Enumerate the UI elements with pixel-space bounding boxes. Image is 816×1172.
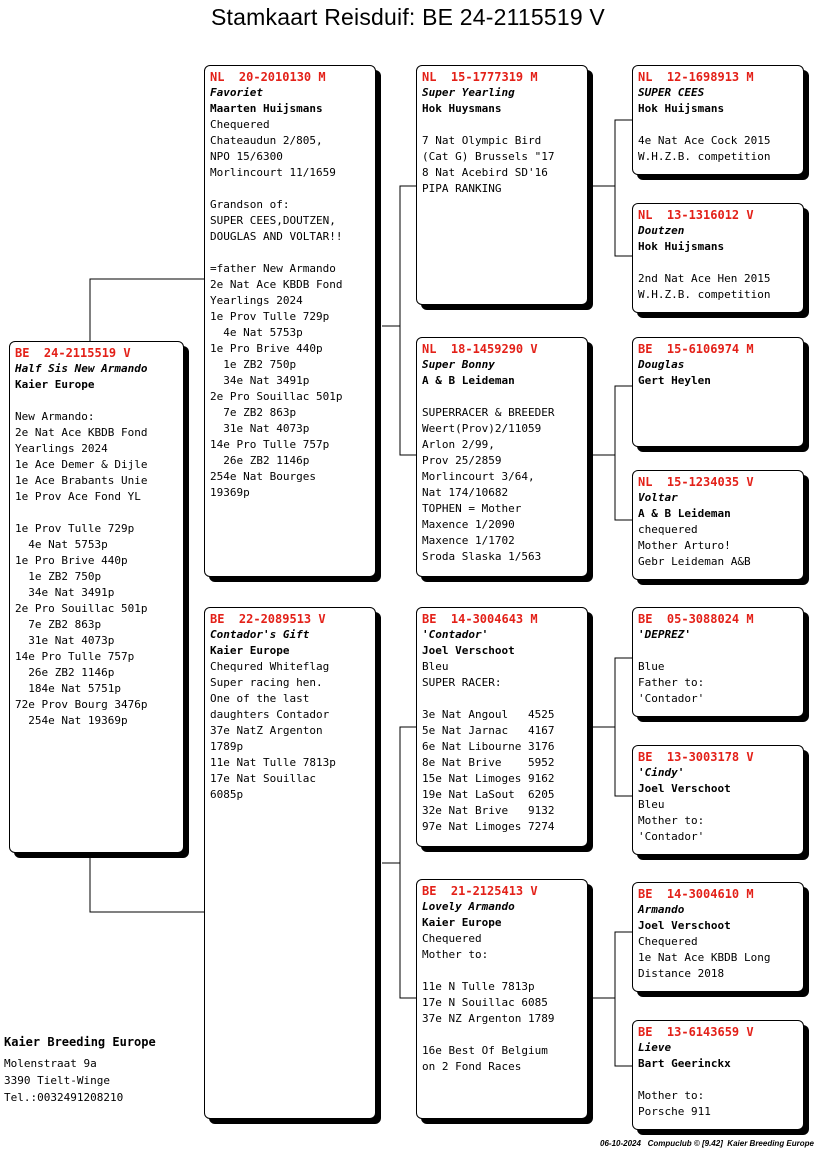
card-text-line: 8e Nat Brive 5952: [422, 756, 555, 769]
card-text-line: NPO 15/6300: [210, 150, 283, 163]
card-text-line: 6e Nat Libourne 3176: [422, 740, 555, 753]
card-text-line: 2e Pro Souillac 501p: [15, 602, 148, 615]
pigeon-card-mmm: [632, 1020, 804, 1130]
pigeon-card-fmf: [632, 337, 804, 447]
card-text-line: 37e NZ Argenton 1789: [422, 1012, 555, 1025]
card-text-line: Mother Arturo!: [638, 539, 731, 552]
card-text-line: W.H.Z.B. competition: [638, 150, 771, 163]
card-text-line: [422, 389, 582, 405]
pigeon-name: Armando: [638, 903, 685, 916]
card-text-line: 2e Pro Souillac 501p: [210, 390, 343, 403]
card-text-line: Grandson of:: [210, 198, 290, 211]
card-text-line: Chequred Whiteflag: [210, 660, 330, 673]
card-text-line: Super racing hen.: [210, 676, 323, 689]
card-text-line: 1e Ace Demer & Dijle: [15, 458, 148, 471]
card-text-line: [210, 245, 370, 261]
card-text-line: Blue: [638, 660, 665, 673]
card-text-line: SUPER RACER:: [422, 676, 502, 689]
card-text-line: 11e N Tulle 7813p: [422, 980, 535, 993]
ring-number: NL 15-1777319 M: [422, 70, 538, 84]
card-text-line: 1e Nat Ace KBDB Long: [638, 951, 771, 964]
card-text-line: 14e Pro Tulle 757p: [210, 438, 330, 451]
breeder-name: Hok Huijsmans: [638, 240, 725, 253]
card-text-line: 'Contador': [638, 692, 705, 705]
card-text-line: Bleu: [638, 798, 665, 811]
pigeon-card-fff: [632, 65, 804, 175]
pigeon-name: Lieve: [638, 1041, 672, 1054]
ring-number: BE 13-6143659 V: [638, 1025, 754, 1039]
card-text-line: 19369p: [210, 486, 250, 499]
pigeon-name: 'Cindy': [638, 766, 685, 779]
connector-mf-mff: [590, 658, 632, 727]
connector-subject-father: [90, 279, 204, 341]
pigeon-name: Super Yearling: [422, 86, 515, 99]
breeder-name: Gert Heylen: [638, 374, 711, 387]
ring-number: BE 05-3088024 M: [638, 612, 754, 626]
card-text-line: 1e Ace Brabants Unie: [15, 474, 148, 487]
ring-number: BE 13-3003178 V: [638, 750, 754, 764]
card-text-line: 14e Pro Tulle 757p: [15, 650, 135, 663]
card-text-line: Mother to:: [422, 948, 489, 961]
card-text-line: Arlon 2/99,: [422, 438, 495, 451]
card-text-line: PIPA RANKING: [422, 182, 502, 195]
card-text-line: [15, 505, 178, 521]
card-text-line: 1e ZB2 750p: [15, 570, 102, 583]
card-text-line: New Armando:: [15, 410, 95, 423]
card-text-line: 97e Nat Limoges 7274: [422, 820, 555, 833]
card-text-line: Mother to:: [638, 1089, 705, 1102]
ring-number: BE 14-3004610 M: [638, 887, 754, 901]
connector-father-ff: [382, 186, 416, 326]
card-text-line: SUPERRACER & BREEDER: [422, 406, 555, 419]
connector-mm-mmm: [615, 998, 632, 1066]
card-text-line: Distance 2018: [638, 967, 725, 980]
ring-number: NL 18-1459290 V: [422, 342, 538, 356]
breeder-name: Kaier Europe: [422, 916, 502, 929]
card-text-line: 26e ZB2 1146p: [15, 666, 115, 679]
card-text-line: 'Contador': [638, 830, 705, 843]
breeder-name: Hok Huysmans: [422, 102, 502, 115]
card-text-line: 19e Nat LaSout 6205: [422, 788, 555, 801]
card-text-line: [15, 393, 178, 409]
pigeon-name: Contador's Gift: [210, 628, 310, 641]
card-text-line: 254e Nat Bourges: [210, 470, 316, 483]
owner-info: [4, 1034, 156, 1106]
card-text-line: Yearlings 2024: [15, 442, 108, 455]
card-text-line: SUPER CEES,DOUTZEN,: [210, 214, 336, 227]
card-text-line: Maxence 1/1702: [422, 534, 515, 547]
connector-mother-mf: [382, 727, 416, 863]
pigeon-name: 'DEPREZ': [638, 628, 691, 641]
card-text-line: Chequered: [210, 118, 270, 131]
card-text-line: 254e Nat 19369p: [15, 714, 128, 727]
card-text-line: 5e Nat Jarnac 4167: [422, 724, 555, 737]
pigeon-name: Super Bonny: [422, 358, 495, 371]
breeder-name: Kaier Europe: [15, 378, 95, 391]
breeder-name: A & B Leideman: [638, 507, 731, 520]
card-text-line: Nat 174/10682: [422, 486, 509, 499]
card-text-line: 17e N Souillac 6085: [422, 996, 548, 1009]
breeder-name: Joel Verschoot: [422, 644, 515, 657]
pigeon-name: Favoriet: [210, 86, 263, 99]
pigeon-name: 'Contador': [422, 628, 489, 641]
ring-number: BE 22-2089513 V: [210, 612, 326, 626]
connector-fm-fmf: [590, 386, 632, 455]
pigeon-card-mmf: [632, 882, 804, 992]
breeder-name: Joel Verschoot: [638, 782, 731, 795]
card-text-line: 7e ZB2 863p: [15, 618, 102, 631]
card-text-line: [422, 963, 582, 979]
card-text-line: 37e NatZ Argenton: [210, 724, 323, 737]
pigeon-card-mother: [204, 607, 376, 1119]
card-text-line: 1789p: [210, 740, 244, 753]
card-text-line: 17e Nat Souillac: [210, 772, 316, 785]
card-text-line: 7e ZB2 863p: [210, 406, 297, 419]
connector-ff-ffm: [615, 186, 632, 256]
card-text-line: [638, 255, 798, 271]
connector-ff-fff: [590, 120, 632, 186]
card-text-line: 1e Pro Brive 440p: [15, 554, 128, 567]
card-text-line: Porsche 911: [638, 1105, 711, 1118]
card-text-line: on 2 Fond Races: [422, 1060, 522, 1073]
card-text-line: 6085p: [210, 788, 244, 801]
card-text-line: 1e Prov Ace Fond YL: [15, 490, 141, 503]
pigeon-card-father: [204, 65, 376, 577]
card-text-line: Gebr Leideman A&B: [638, 555, 751, 568]
card-text-line: 1e Prov Tulle 729p: [15, 522, 135, 535]
card-text-line: chequered: [638, 523, 698, 536]
card-text-line: 2nd Nat Ace Hen 2015: [638, 272, 771, 285]
card-text-line: 32e Nat Brive 9132: [422, 804, 555, 817]
card-text-line: Prov 25/2859: [422, 454, 502, 467]
page-title: Stamkaart Reisduif: BE 24-2115519 V: [211, 4, 605, 30]
card-text-line: 31e Nat 4073p: [210, 422, 310, 435]
card-text-line: [422, 117, 582, 133]
card-text-line: [638, 1072, 798, 1088]
card-text-line: 34e Nat 3491p: [15, 586, 115, 599]
pigeon-name: Half Sis New Armando: [15, 362, 148, 375]
card-text-line: Yearlings 2024: [210, 294, 303, 307]
card-text-line: 16e Best Of Belgium: [422, 1044, 548, 1057]
card-text-line: [422, 1027, 582, 1043]
pigeon-name: SUPER CEES: [638, 86, 705, 99]
breeder-name: Hok Huijsmans: [638, 102, 725, 115]
card-text-line: Mother to:: [638, 814, 705, 827]
card-text-line: 2e Nat Ace KBDB Fond: [15, 426, 148, 439]
card-text-line: Bleu: [422, 660, 449, 673]
card-text-line: DOUGLAS AND VOLTAR!!: [210, 230, 343, 243]
owner-phone: Tel.:0032491208210: [4, 1091, 124, 1104]
card-text-line: 1e Pro Brive 440p: [210, 342, 323, 355]
breeder-name: A & B Leideman: [422, 374, 515, 387]
card-text-line: 3e Nat Angoul 4525: [422, 708, 555, 721]
card-text-line: 1e Prov Tulle 729p: [210, 310, 330, 323]
owner-name: Kaier Breeding Europe: [4, 1035, 156, 1049]
ring-number: NL 20-2010130 M: [210, 70, 326, 84]
pigeon-name: Lovely Armando: [422, 900, 515, 913]
pigeon-card-mother-father: [416, 607, 588, 847]
pigeon-card-mff: [632, 607, 804, 717]
owner-city: 3390 Tielt-Winge: [4, 1074, 110, 1087]
breeder-name: [638, 643, 798, 659]
ring-number: BE 15-6106974 M: [638, 342, 754, 356]
ring-number: NL 13-1316012 V: [638, 208, 754, 222]
pigeon-card-father-mother: [416, 337, 588, 577]
card-text-line: Chequered: [422, 932, 482, 945]
connector-mm-mmf: [590, 932, 632, 998]
pigeon-name: Doutzen: [638, 224, 685, 237]
card-text-line: 34e Nat 3491p: [210, 374, 310, 387]
card-text-line: 2e Nat Ace KBDB Fond: [210, 278, 343, 291]
card-text-line: Chateaudun 2/805,: [210, 134, 323, 147]
card-text-line: 11e Nat Tulle 7813p: [210, 756, 336, 769]
breeder-name: Maarten Huijsmans: [210, 102, 323, 115]
ring-number: NL 12-1698913 M: [638, 70, 754, 84]
card-text-line: 184e Nat 5751p: [15, 682, 121, 695]
pigeon-card-subject: [9, 341, 184, 853]
pigeon-card-father-father: [416, 65, 588, 305]
connector-fm-fmm: [615, 455, 632, 520]
card-text-line: 8 Nat Acebird SD'16: [422, 166, 548, 179]
card-text-line: =father New Armando: [210, 262, 336, 275]
breeder-name: Joel Verschoot: [638, 919, 731, 932]
card-text-line: Maxence 1/2090: [422, 518, 515, 531]
card-text-line: [210, 181, 370, 197]
footer-credits: 06-10-2024 Compuclub © [9.42] Kaier Breeding Europe: [600, 1139, 814, 1148]
pigeon-name: Douglas: [638, 358, 685, 371]
card-text-line: 4e Nat 5753p: [15, 538, 108, 551]
breeder-name: Bart Geerinckx: [638, 1057, 731, 1070]
connector-father-fm: [400, 326, 416, 455]
ring-number: NL 15-1234035 V: [638, 475, 754, 489]
card-text-line: One of the last: [210, 692, 310, 705]
connector-mother-mm: [400, 863, 416, 998]
card-text-line: [638, 117, 798, 133]
card-text-line: Weert(Prov)2/11059: [422, 422, 542, 435]
card-text-line: daughters Contador: [210, 708, 330, 721]
card-text-line: 4e Nat 5753p: [210, 326, 303, 339]
connector-subject-mother: [90, 853, 204, 912]
card-text-line: 15e Nat Limoges 9162: [422, 772, 555, 785]
pigeon-name: Voltar: [638, 491, 678, 504]
connector-mf-mfm: [615, 727, 632, 796]
card-text-line: 31e Nat 4073p: [15, 634, 115, 647]
ring-number: BE 14-3004643 M: [422, 612, 538, 626]
owner-street: Molenstraat 9a: [4, 1057, 97, 1070]
breeder-name: Kaier Europe: [210, 644, 290, 657]
ring-number: BE 24-2115519 V: [15, 346, 131, 360]
card-text-line: 72e Prov Bourg 3476p: [15, 698, 148, 711]
card-text-line: Chequered: [638, 935, 698, 948]
card-text-line: TOPHEN = Mother: [422, 502, 522, 515]
card-text-line: (Cat G) Brussels "17: [422, 150, 555, 163]
ring-number: BE 21-2125413 V: [422, 884, 538, 898]
pigeon-card-mfm: [632, 745, 804, 855]
pigeon-card-fmm: [632, 470, 804, 580]
card-text-line: W.H.Z.B. competition: [638, 288, 771, 301]
card-text-line: 4e Nat Ace Cock 2015: [638, 134, 771, 147]
pigeon-card-ffm: [632, 203, 804, 313]
card-text-line: Morlincourt 11/1659: [210, 166, 336, 179]
card-text-line: 26e ZB2 1146p: [210, 454, 310, 467]
card-text-line: [422, 691, 582, 707]
pigeon-card-mother-mother: [416, 879, 588, 1119]
card-text-line: Sroda Slaska 1/563: [422, 550, 542, 563]
card-text-line: Morlincourt 3/64,: [422, 470, 535, 483]
card-text-line: 7 Nat Olympic Bird: [422, 134, 542, 147]
card-text-line: Father to:: [638, 676, 705, 689]
card-text-line: 1e ZB2 750p: [210, 358, 297, 371]
